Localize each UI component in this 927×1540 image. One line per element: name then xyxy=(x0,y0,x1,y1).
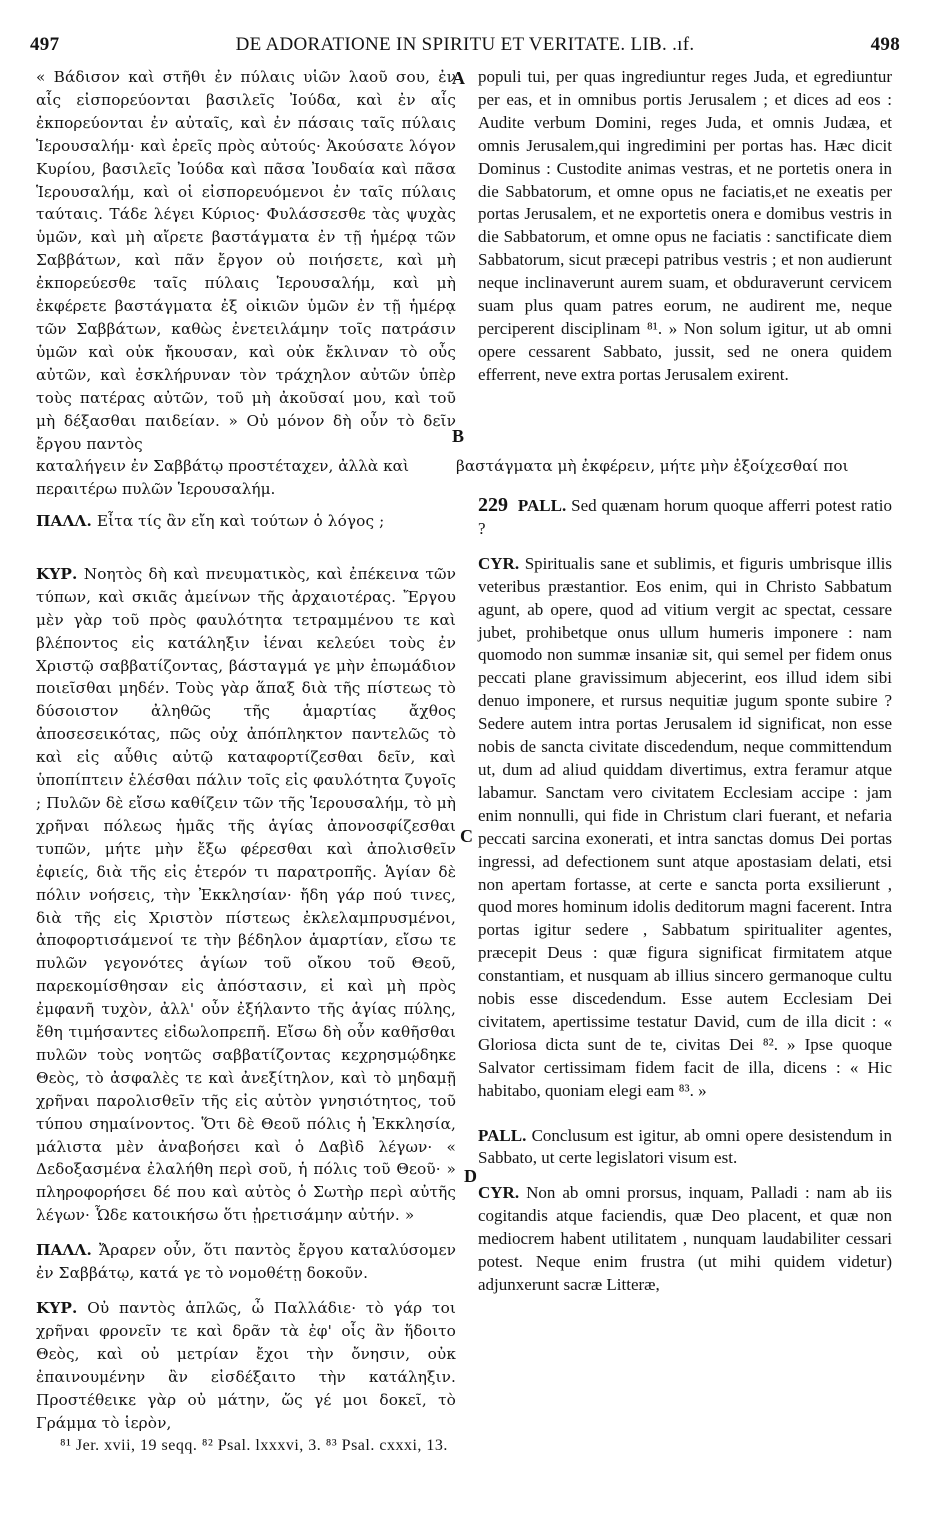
greek-column-bottom xyxy=(36,510,456,1434)
speaker-cyr-latin-2: CYR. xyxy=(478,1183,520,1203)
footnotes: ⁸¹ Jer. xvii, 19 seqq. ⁸² Psal. lxxxvi, 3. ⁸³ Psal. cxxxi, 13. xyxy=(60,1437,448,1454)
latin-p2-text: Sed quænam horum quoque afferri potest ratio ? xyxy=(478,496,893,538)
speaker-cyr-latin: CYR. xyxy=(478,553,520,573)
latin-p5-text: Non ab omni prorsus, inquam, Palladi : nam ab iis cogitandis atque faciendis, quæ Deo placent, et quæ non mediocrem habent utilitatem , nunquam laudabiliter cessari potest. Neque enim frustra (ut mihi quidem videtur) adjunxerunt sacræ Litteræ, xyxy=(478,1183,892,1294)
greek-p2-text: Εἶτα τίς ἂν εἴη καὶ τούτων ὁ λόγος ; xyxy=(96,512,385,530)
speaker-kyr-greek-2: ΚΥΡ. xyxy=(36,1299,78,1317)
speaker-pall-latin-2: PALL. xyxy=(478,1125,527,1145)
latin-paragraph-3 xyxy=(478,553,892,1103)
speaker-pall-greek: ΠΑΛΛ. xyxy=(36,512,92,530)
column-number: 229 xyxy=(478,494,508,516)
greek-continuation-2: περαιτέρω πυλῶν Ἱερουσαλήμ. xyxy=(36,480,276,498)
latin-paragraph-4 xyxy=(478,1125,892,1171)
page-number-left: 497 xyxy=(30,34,60,55)
greek-continuation-right: βαστάγματα μὴ ἐκφέρειν, μήτε μὴν ἐξοίχεσθαί ποι xyxy=(456,457,849,475)
speaker-pall-greek-2: ΠΑΛΛ. xyxy=(36,1241,92,1260)
latin-paragraph-1: populi tui, per quas ingrediuntur reges Juda, et egrediuntur per eas, et in omnibus portis Jerusalem ; et dices ad eos : Audite verbum Domini, reges Juda, et omnis Judæa, et omnis Jerusalem,qui ingredimini per portas has. Hæc dicit Dominus : Custodite animas vestras, et ne portetis onera in die Sabbatorum, et omne opus ne faciatis,et ne exeatis per portas Jerusalem, et ne exportetis onera e domibus vestris in die Sabbatorum, et omne opus ne faciatis : sanctificate diem Sabbatorum, sicut præcepi patribus vestris ; et non audierunt neque inclinaverunt aurem suam, et obduraverunt cervicem suam plus quam patres eorum, ne audirent me, neque perciperent disciplinam ⁸¹. » Non solum igitur, ut ab omni opere cessarent Sabbato, jussit, sed ne onera quidem efferrent, neve extra portas Jerusalem exirent. xyxy=(478,67,892,384)
greek-paragraph-4 xyxy=(36,1239,456,1285)
latin-column-bottom xyxy=(478,494,892,1297)
section-marker-b: B xyxy=(452,426,465,446)
greek-paragraph-2 xyxy=(36,510,456,533)
greek-paragraph-3 xyxy=(36,563,456,1227)
greek-continuation-left: καταλήγειν ἐν Σαββάτῳ προστέταχεν, ἀλλὰ καὶ xyxy=(36,457,409,475)
speaker-kyr-greek: ΚΥΡ. xyxy=(36,564,78,583)
running-title: DE ADORATIONE IN SPIRITU ET VERITATE. LIB. .ıf. xyxy=(235,34,695,55)
speaker-pall-latin: PALL. xyxy=(517,496,567,515)
latin-p3-text: Spiritualis sane et sublimis, et figuris umbrisque illis veteribus præstantior. Eos enim, qui in Christo Sabbatum agunt, ab opere, quod ad vitium vergit ac spectat, cessare jubet, prohibetque onus ullum humeris imponere : nam quomodo non summæ insaniæ sit, qui semel per fidem onus peccati plane gravissimum abjecerint, eos illud idem sibi denuo imponere, et rursus nequitiæ jugum sponte subire ? Sedere autem intra portas Jerusalem id significat, non esse nobis de sancta civitate discedendum, neque committendum ut, dum ad aliud quiddam divertimus, extra feramur atque labamur. Sanctam vero civitatem Ecclesiam accipe : jam enim nonnulli, qui fide in Christum clari fuerant, et nefaria peccati sarcina exonerati, et intra sanctas domus Dei portas ingressi, ad defectionem sunt atque apostasiam delati, etsi non apertam fortasse, at certe e sancta porta exsilierunt , quod mores hominum idolis deditorum magni facerent. Intra portas igitur sedere , Sabbatum spiritualiter agentes, præcepit Deus : quæ figura significat firmitatem atque constantiam, et nusquam ab illius sincero germanoque cultu nobis esse discedendum. Esse autem Ecclesiam Dei civitatem, apertissime testatur David, cum de illa dicit : « Gloriosa dicta sunt de te, civitas Dei ⁸². » Ipse quoque Salvator certissimam fidem facit de illa, dicens : « Hic habitabo, quoniam elegi eam ⁸³. » xyxy=(478,553,893,1100)
greek-paragraph-1: « Βάδισον καὶ στῆθι ἐν πύλαις υἱῶν λαοῦ σου, ἐν αἷς εἰσπορεύονται βασιλεῖς Ἰούδα, καὶ ἐν αἷς ἐκπορεύονται ἐν αὐταῖς, καὶ ἐν πάσαις ταῖς πύλαις Ἱερουσαλήμ· καὶ ἐρεῖς πρὸς αὐτούς· Ἀκούσατε λόγον Κυρίου, βασιλεῖς Ἰούδα καὶ πᾶσα Ἰουδαία καὶ πᾶσα Ἱερουσαλήμ, καὶ οἱ εἰσπορευόμενοι ἐν ταῖς πύλαις ταύταις. Τάδε λέγει Κύριος· Φυλάσσεσθε τὰς ψυχὰς ὑμῶν, καὶ μὴ αἴρετε βαστάγματα ἐν τῇ ἡμέρᾳ τῶν Σαββάτων, καὶ πᾶν ἔργον οὐ ποιήσετε, καὶ μὴ ἐκπορεύεσθε ταῖς πύλαις Ἱερουσαλήμ, καὶ μὴ ἐκφέρετε βαστάγματα ἐξ οἰκιῶν ὑμῶν ἐν τῇ ἡμέρᾳ τῶν Σαββάτων, καθὼς ἐνετειλάμην τοῖς πατράσιν ὑμῶν καὶ οὐκ ἤκουσαν, καὶ οὐκ ἔκλιναν τὸ οὖς αὐτῶν, καὶ ἐσκλήρυναν τὸν τράχηλον αὐτῶν ὑπὲρ τοὺς πατέρας αὐτῶν, τοῦ μὴ ἀκοῦσαί μου, καὶ τοῦ μὴ δέξασθαι παιδείαν. » Οὐ μόνον δὴ οὖν τὸ δεῖν ἔργου παντὸς xyxy=(36,68,456,453)
latin-paragraph-2 xyxy=(478,494,892,541)
latin-p4-text: Conclusum est igitur, ab omni opere desistendum in Sabbato, ut certe legislatori visum est. xyxy=(478,1125,892,1168)
latin-column-top xyxy=(478,66,892,387)
greek-p3-text: Νοητὸς δὴ καὶ πνευματικὸς, καὶ ἐπέκεινα τῶν τύπων, καὶ σκιᾶς ἀμείνων τῆς ἀρχαιοτέρας. Ἔργου μὲν γὰρ τοῦ πρὸς φαυλότητα τετραμμένου τε καὶ βλέποντος εἰς κατάληξιν ἰέναι κελεύει τοὺς ἐν Χριστῷ σαββατίζοντας, βάσταγμά γε μὴν ἐπωμάδιον ποιεῖσθαι μηδέν. Τοὺς γὰρ ἅπαξ διὰ τῆς πίστεως τὸ δύσοιστον ἀληθῶς τῆς ἁμαρτίας ἄχθος ἀποσεσεικότας, πῶς οὐχ ἀπόπληκτον παντελῶς τὸ καὶ εἰς αὖθις αὐτῷ καταφορτίζεσθαι δεῖν, καὶ ὑποπίπτειν ἑλέσθαι πάλιν τοῖς εἰς φαυλότητα ζυγοῖς ; Πυλῶν δὲ εἴσω καθίζειν τῶν τῆς Ἱερουσαλήμ, τὸ μὴ χρῆναι πόλεως ἡμᾶς τῆς ἁγίας ἀπονοσφίζεσθαι τυπῶν, μήτε μὴν ἔξω φέρεσθαι καὶ ἀπολισθεῖν ἐφιείς, διὰ τῆς εἰς ἑτερόν τι παρατροπῆς. Ἁγίαν δὲ πόλιν νοήσεις, τὴν Ἐκκλησίαν· ἤδη γάρ πού τινες, διὰ τῆς εἰς Χριστὸν πίστεως ἐκλελαμπρυσμένοι, ἀποφορτισάμενοί τε τὴν βέδηλον ἁμαρτίαν, εἴσω τε πυλῶν γεγονότες ἁγίων τοῦ οἴκου τοῦ Θεοῦ, παρεκομίσθησαν εἰς ἀπόστασιν, εἰ καὶ μὴ πρὸς ἐμφανῆ τυχὸν, ἀλλ' οὖν ἐξήλαντο τῆς ἁγίας πύλης, ἔθη τιμήσαντες εἰδωλοπρεπῆ. Εἴσω δὴ οὖν καθῆσθαι πυλῶν τοὺς νοητῶς σαββατίζοντας κεχρησμῴδηκε Θεὸς, τὸ ἀσφαλὲς τε καὶ ἀνεξίτηλον, καὶ τὸ μηδαμῇ χρῆναι παρολισθεῖν τῆς εἰς αὐτὸν γνησιότητος, τοῦ τύπου σημαίνοντος. Ὅτι δὲ Θεοῦ πόλις ἡ Ἐκκλησία, μάλιστα μὲν ἀναβοήσει καὶ ὁ Δαβὶδ λέγων· « Δεδοξασμένα ἐλαλήθη περὶ σοῦ, ἡ πόλις τοῦ Θεοῦ· » πληροφορήσει δέ που καὶ αὐτὸς ὁ Σωτὴρ περὶ αὐτῆς λέγων· Ὧδε κατοικήσω ὅτι ᾐρετισάμην αὐτήν. » xyxy=(36,564,457,1225)
section-marker-c: C xyxy=(460,826,473,846)
page-number-right: 498 xyxy=(870,34,900,55)
greek-p4-text: Ἄραρεν οὖν, ὅτι παντὸς ἔργου καταλύσομεν ἐν Σαββάτῳ, κατά γε τὸ νομοθέτῃ δοκοῦν. xyxy=(36,1241,457,1283)
section-marker-d: D xyxy=(464,1166,477,1186)
latin-paragraph-5 xyxy=(478,1182,892,1297)
greek-column-top xyxy=(36,66,456,455)
greek-paragraph-5 xyxy=(36,1297,456,1434)
greek-p5-text: Οὐ παντὸς ἁπλῶς, ὦ Παλλάδιε· τὸ γάρ τοι χρῆναι φρονεῖν τε καὶ δρᾶν τὰ ἐφ' οἷς ἂν ἥδοιτο Θεὸς, καὶ οὐ μετρίαν ἔχοι τὴν ὄνησιν, οὐκ ἐπαινουμένην ἂν εἰσδέξαιτο τὴν κατάληξιν. Προστέθεικε γὰρ οὐ μάτην, ὥς γέ μοι δοκεῖ, τὸ Γράμμα τὸ ἱερὸν, xyxy=(36,1299,456,1432)
page-header xyxy=(30,34,900,60)
section-marker-a: A xyxy=(452,68,465,88)
